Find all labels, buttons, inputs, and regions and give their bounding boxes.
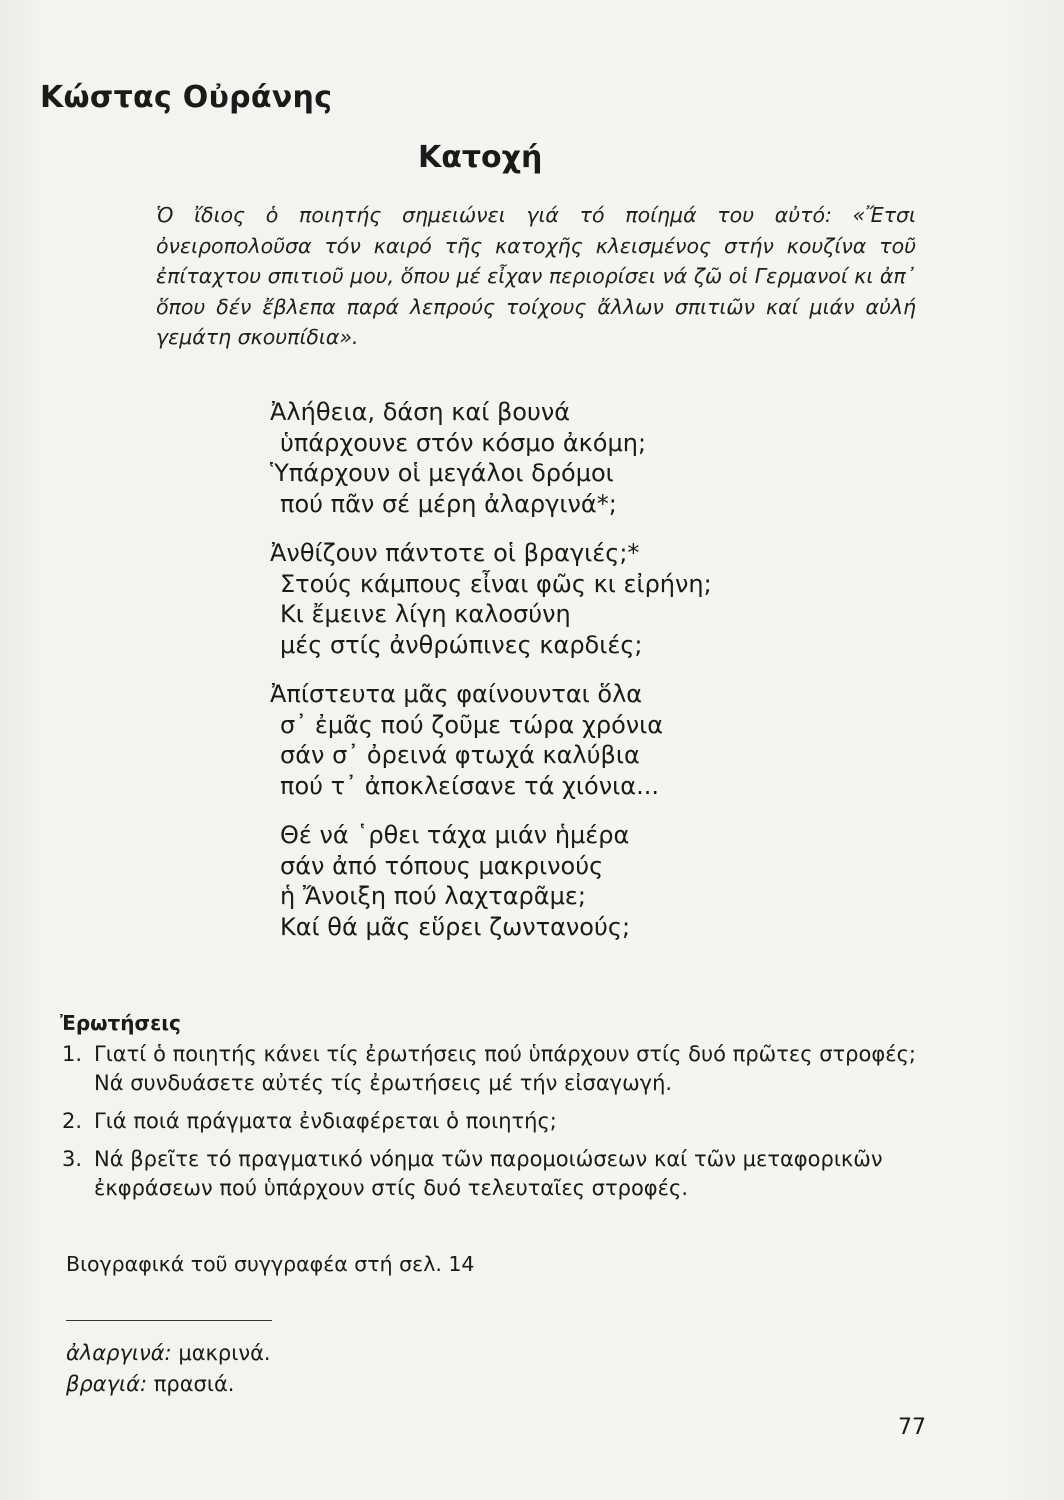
glossary-entry [66,1338,271,1369]
poem-line: πού τ᾿ ἀποκλείσανε τά χιόνια... [280,771,659,800]
poem-line: σάν ἀπό τόπους μακρινούς [280,851,604,880]
poem-line: Κι ἔμεινε λίγη καλοσύνη [280,600,571,628]
question-text: Γιά ποιά πράγματα ἐνδιαφέρεται ὁ ποιητής; [94,1109,557,1133]
question-item [62,1040,942,1098]
poem-line: Ἀνθίζουν πάντοτε οἱ βραγιές;* [270,539,640,567]
poem-line: ἡ Ἄνοιξη πού λαχταρᾶμε; [280,882,586,910]
stanza [270,679,712,801]
poem [270,397,712,961]
questions-heading: Ἐρωτήσεις [60,1011,181,1035]
stanza [270,820,712,942]
glossary-term: βραγιά: [66,1372,148,1396]
author-name: Κώστας Οὐράνης [40,80,333,115]
footnote-divider [66,1320,272,1321]
poem-line: Καί θά μᾶς εὕρει ζωντανούς; [280,912,631,941]
question-number: 1. [62,1042,83,1066]
questions-list [62,1040,942,1212]
poem-line: μές στίς ἀνθρώπινες καρδιές; [280,630,643,659]
poem-line: ὑπάρχουνε στόν κόσμο ἀκόμη; [280,428,647,457]
poem-line: σάν σ᾿ ὀρεινά φτωχά καλύβια [280,741,640,769]
poem-line: Ὑπάρχουν οἱ μεγάλοι δρόμοι [270,459,614,487]
bio-note: Βιογραφικά τοῦ συγγραφέα στή σελ. 14 [66,1252,475,1276]
glossary-definition: μακρινά. [178,1341,271,1365]
question-item [62,1145,942,1203]
poem-line: Ἀπίστευτα μᾶς φαίνουνται ὅλα [270,680,643,708]
poem-title: Κατοχή [418,140,543,175]
glossary-entry [66,1369,271,1400]
question-item [62,1107,942,1136]
question-number: 2. [62,1109,83,1133]
poem-line: Θέ νά ῾ρθει τάχα μιάν ἡμέρα [280,821,630,849]
glossary-definition: πρασιά. [153,1372,235,1396]
intro-paragraph: Ὁ ἴδιος ὁ ποιητής σημειώνει γιά τό ποίημά του αὐτό: «Ἔτσι ὀνειροπολοῦσα τόν καιρό τῆς κατοχῆς κλεισμένος στήν κουζίνα τοῦ ἐπίταχτου σπιτιοῦ μου, ὅπου μέ εἶχαν περιορίσει νά ζῶ οἱ Γερμανοί κι ἀπ᾿ ὅπου δέν ἔβλεπα παρά λεπρούς τοίχους ἄλλων σπιτιῶν καί μιάν αὐλή γεμάτη σκουπίδια». [156,203,916,349]
poem-line: Στούς κάμπους εἶναι φῶς κι εἰρήνη; [280,569,712,598]
stanza [270,397,712,519]
page-number: 77 [898,1415,926,1440]
question-text: Νά βρεῖτε τό πραγματικό νόημα τῶν παρομοιώσεων καί τῶν μεταφορικῶν ἐκφράσεων πού ὑπάρχουν στίς δυό τελευταῖες στροφές. [94,1147,883,1200]
glossary-term: ἀλαργινά: [66,1341,172,1365]
poem-line: πού πᾶν σέ μέρη ἀλαργινά*; [280,489,617,518]
poem-line: σ᾿ ἐμᾶς πού ζοῦμε τώρα χρόνια [280,710,664,739]
poem-line: Ἀλήθεια, δάση καί βουνά [270,398,571,426]
glossary [66,1338,271,1400]
question-number: 3. [62,1147,83,1171]
stanza [270,538,712,660]
question-text: Γιατί ὁ ποιητής κάνει τίς ἐρωτήσεις πού ὑπάρχουν στίς δυό πρῶτες στροφές; Νά συνδυάσετε αὐτές τίς ἐρωτήσεις μέ τήν εἰσαγωγή. [94,1042,916,1095]
